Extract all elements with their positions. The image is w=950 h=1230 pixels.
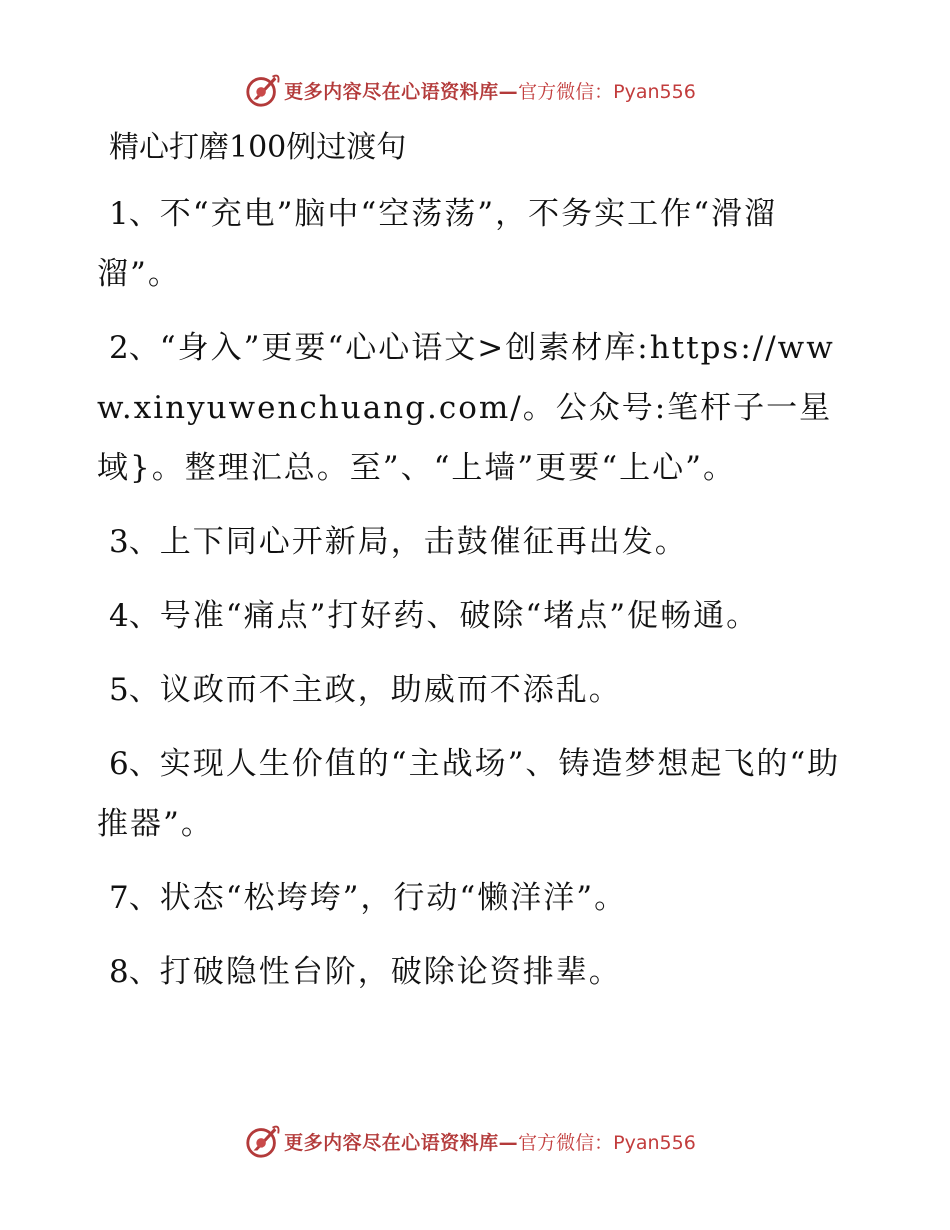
list-item (97, 512, 842, 572)
footer-banner (0, 1119, 950, 1163)
quill-pen-circle-icon (244, 1122, 282, 1160)
item-text: 上下同心开新局，击鼓催征再出发。 (159, 524, 688, 560)
item-number: 2、 (109, 330, 160, 366)
list-item (97, 660, 842, 720)
item-number: 6、 (109, 746, 160, 782)
item-number: 1、 (109, 196, 160, 232)
document-body (97, 118, 842, 1016)
item-text: “身入”更要“心心语文>创素材库:https://www.xinyuwenchuang.com/。公众号:笔杆子一星域}。整理汇总。至”、“上墙”更要“上心”。 (97, 330, 835, 486)
item-text: 状态“松垮垮”，行动“懒洋洋”。 (159, 880, 628, 916)
item-number: 7、 (109, 880, 160, 916)
list-item (97, 734, 842, 854)
list-item (97, 184, 842, 304)
item-text: 不“充电”脑中“空荡荡”，不务实工作“滑溜溜”。 (97, 196, 777, 292)
item-text: 实现人生价值的“主战场”、铸造梦想起飞的“助推器”。 (97, 746, 841, 842)
item-number: 4、 (109, 598, 160, 634)
header-banner (0, 68, 950, 112)
item-text: 打破隐性台阶，破除论资排辈。 (159, 954, 622, 990)
item-text: 议政而不主政，助威而不添乱。 (159, 672, 622, 708)
document-title: 精心打磨100例过渡句 (109, 130, 407, 165)
list-item (97, 868, 842, 928)
item-number: 8、 (109, 954, 160, 990)
banner-text: 更多内容尽在心语资料库— (284, 1131, 519, 1154)
list-item (97, 318, 842, 498)
item-text: 号准“痛点”打好药、破除“堵点”促畅通。 (159, 598, 760, 634)
banner-wechat: 官方微信：Pyan556 (518, 80, 696, 103)
list-item (97, 942, 842, 1002)
list-item (97, 586, 842, 646)
item-number: 3、 (109, 524, 160, 560)
item-number: 5、 (109, 672, 160, 708)
banner-wechat: 官方微信：Pyan556 (518, 1131, 696, 1154)
banner-text: 更多内容尽在心语资料库— (284, 80, 519, 103)
quill-pen-circle-icon (244, 71, 282, 109)
